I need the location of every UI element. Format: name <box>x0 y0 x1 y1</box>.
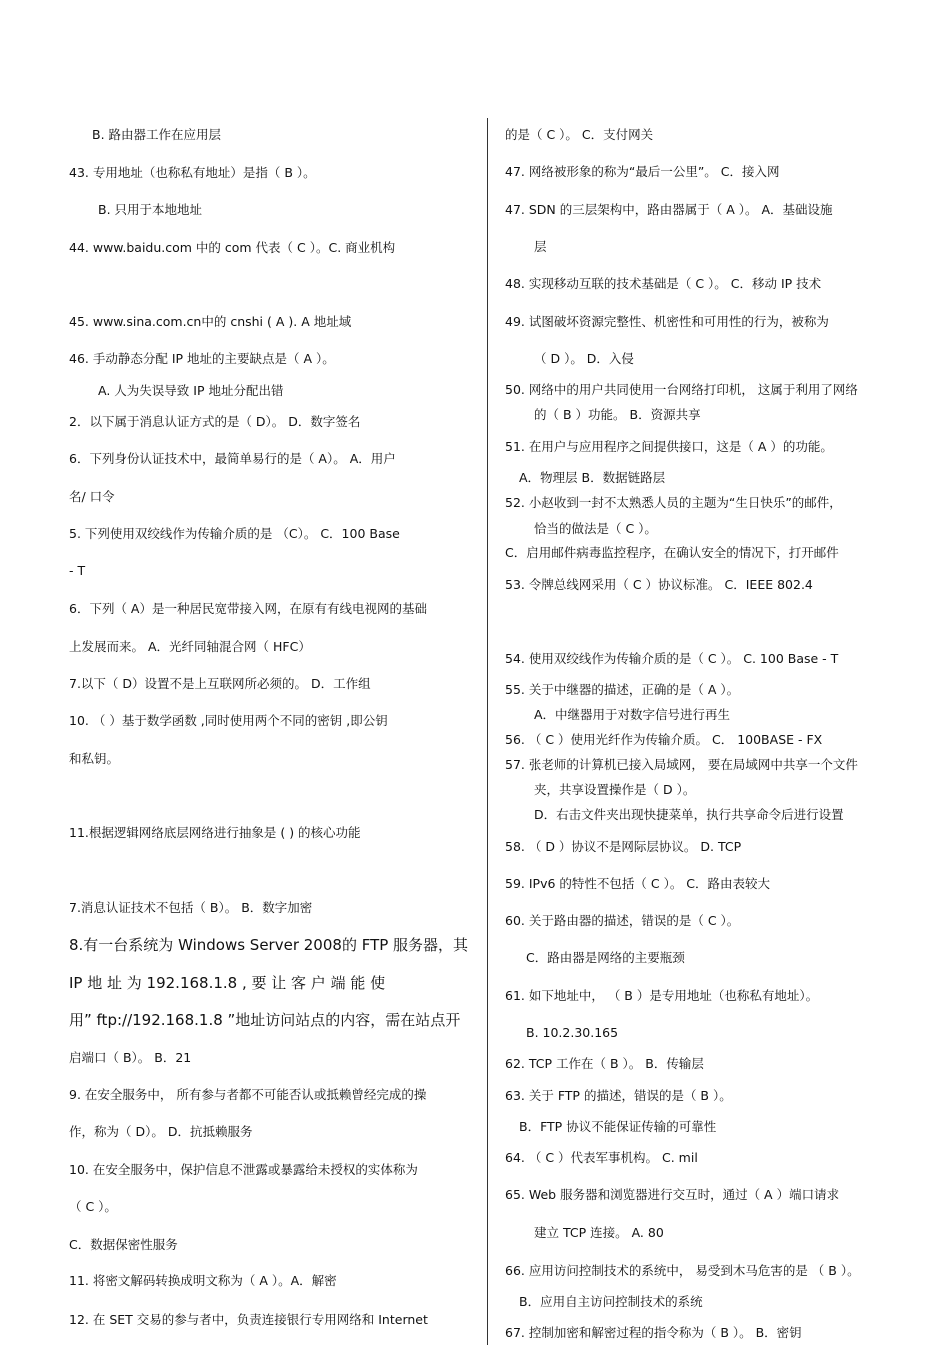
text-line: 6．下列（ A）是一种居民宽带接入网，在原有有线电视网的基础 <box>69 601 427 616</box>
text-line: 55. 关于中继器的描述，正确的是（ A ）。 <box>505 682 740 697</box>
text-line: 上发展而来。 A．光纤同轴混合网（ HFC） <box>69 639 311 654</box>
text-line: B．应用自主访问控制技术的系统 <box>519 1294 703 1309</box>
text-line: 的（ B ）功能。 B．资源共享 <box>534 407 701 422</box>
text-line: 67. 控制加密和解密过程的指令称为（ B ）。 B．密钥 <box>505 1325 802 1340</box>
text-line: 启端口（ B）。 B．21 <box>69 1050 192 1065</box>
text-line: 层 <box>534 239 547 254</box>
text-line: 作，称为（ D）。 D．抗抵赖服务 <box>69 1124 253 1139</box>
text-line: 7.消息认证技术不包括（ B）。 B．数字加密 <box>69 900 313 915</box>
text-line: 9. 在安全服务中， 所有参与者都不可能否认或抵赖曾经完成的操 <box>69 1087 427 1102</box>
text-line: 49. 试图破坏资源完整性、机密性和可用性的行为，被称为 <box>505 314 829 329</box>
text-line: 用” ftp://192.168.1.8 ”地址访问站点的内容，需在站点开 <box>69 1011 461 1029</box>
text-line: 7.以下（ D）设置不是上互联网所必须的。 D．工作组 <box>69 676 371 691</box>
text-line: 2．以下属于消息认证方式的是（ D）。 D．数字签名 <box>69 414 361 429</box>
text-line: B. 10.2.30.165 <box>526 1025 619 1040</box>
text-line: 58. （ D ）协议不是网际层协议。 D. TCP <box>505 839 742 854</box>
text-line: 64. （ C ）代表军事机构。 C. mil <box>505 1150 698 1165</box>
column-divider <box>487 118 488 1345</box>
text-line: 47. 网络被形象的称为“最后一公里”。 C．接入网 <box>505 164 780 179</box>
text-line: 的是（ C ）。 C．支付网关 <box>505 127 654 142</box>
text-line: （ D ）。 D．入侵 <box>534 351 634 366</box>
text-line: 60. 关于路由器的描述，错误的是（ C ）。 <box>505 913 740 928</box>
text-line: 10. （ ）基于数学函数 ,同时使用两个不同的密钥 ,即公钥 <box>69 713 388 728</box>
text-line: A．中继器用于对数字信号进行再生 <box>534 707 731 722</box>
text-line: 12. 在 SET 交易的参与者中，负责连接银行专用网络和 Internet <box>69 1312 428 1327</box>
text-line: 和私钥。 <box>69 751 120 766</box>
text-line: 59. IPv6 的特性不包括（ C ）。 C．路由表较大 <box>505 876 771 891</box>
text-line: 63. 关于 FTP 的描述，错误的是（ B ）。 <box>505 1088 732 1103</box>
text-line: A．物理层 B．数据链路层 <box>519 470 666 485</box>
text-line: 恰当的做法是（ C ）。 <box>534 521 657 536</box>
text-line: - T <box>69 563 86 578</box>
text-line: 46. 手动静态分配 IP 地址的主要缺点是（ A ）。 <box>69 351 335 366</box>
text-line: C．路由器是网络的主要瓶颈 <box>526 950 685 965</box>
text-line: 6．下列身份认证技术中，最简单易行的是（ A）。 A．用户 <box>69 451 396 466</box>
text-line: 建立 TCP 连接。 A. 80 <box>534 1225 664 1240</box>
text-line: 51. 在用户与应用程序之间提供接口，这是（ A ）的功能。 <box>505 439 833 454</box>
text-line: 10. 在安全服务中，保护信息不泄露或暴露给未授权的实体称为 <box>69 1162 418 1177</box>
text-line: 夹，共享设置操作是（ D ）。 <box>534 782 696 797</box>
text-line: 名/ 口令 <box>69 489 115 504</box>
text-line: C．数据保密性服务 <box>69 1237 178 1252</box>
text-line: B. 只用于本地地址 <box>98 202 203 217</box>
text-line: D．右击文件夹出现快捷菜单，执行共享命令后进行设置 <box>534 807 844 822</box>
text-line: B. 路由器工作在应用层 <box>92 127 222 142</box>
text-line: IP 地 址 为 192.168.1.8 , 要 让 客 户 端 能 使 <box>69 974 386 992</box>
text-line: 50. 网络中的用户共同使用一台网络打印机， 这属于利用了网络 <box>505 382 858 397</box>
text-line: A. 人为失误导致 IP 地址分配出错 <box>98 383 284 398</box>
text-line: 66. 应用访问控制技术的系统中， 易受到木马危害的是 （ B ）。 <box>505 1263 860 1278</box>
text-line: 47. SDN 的三层架构中，路由器属于（ A ）。 A．基础设施 <box>505 202 833 217</box>
text-line: 44. www.baidu.com 中的 com 代表（ C ）。C. 商业机构 <box>69 240 396 255</box>
text-line: 48. 实现移动互联的技术基础是（ C ）。 C．移动 IP 技术 <box>505 276 822 291</box>
text-line: 62. TCP 工作在（ B ）。 B．传输层 <box>505 1056 704 1071</box>
text-line: 45. www.sina.com.cn中的 cnshi ( A ). A 地址域 <box>69 314 352 329</box>
text-line: 61. 如下地址中， （ B ）是专用地址（也称私有地址）。 <box>505 988 819 1003</box>
text-line: C．启用邮件病毒监控程序，在确认安全的情况下，打开邮件 <box>505 545 839 560</box>
text-line: 11. 将密文解码转换成明文称为（ A ）。A．解密 <box>69 1273 337 1288</box>
text-line: 52. 小赵收到一封不太熟悉人员的主题为“生日快乐”的邮件， <box>505 495 842 510</box>
text-line: B．FTP 协议不能保证传输的可靠性 <box>519 1119 717 1134</box>
text-line: 5. 下列使用双绞线作为传输介质的是 （C）。 C．100 Base <box>69 526 400 541</box>
text-line: （ C ）。 <box>69 1199 117 1214</box>
text-line: 65. Web 服务器和浏览器进行交互时，通过（ A ）端口请求 <box>505 1187 840 1202</box>
text-line: 56. （ C ）使用光纤作为传输介质。 C． 100BASE - FX <box>505 732 823 747</box>
text-line: 11.根据逻辑网络底层网络进行抽象是 ( ) 的核心功能 <box>69 825 361 840</box>
text-line: 8.有一台系统为 Windows Server 2008的 FTP 服务器，其 <box>69 936 469 954</box>
text-line: 54. 使用双绞线作为传输介质的是（ C ）。 C. 100 Base - T <box>505 651 839 666</box>
text-line: 57. 张老师的计算机已接入局域网， 要在局域网中共享一个文件 <box>505 757 858 772</box>
text-line: 53. 令牌总线网采用（ C ）协议标准。 C．IEEE 802.4 <box>505 577 813 592</box>
text-line: 43. 专用地址（也称私有地址）是指（ B ）。 <box>69 165 316 180</box>
